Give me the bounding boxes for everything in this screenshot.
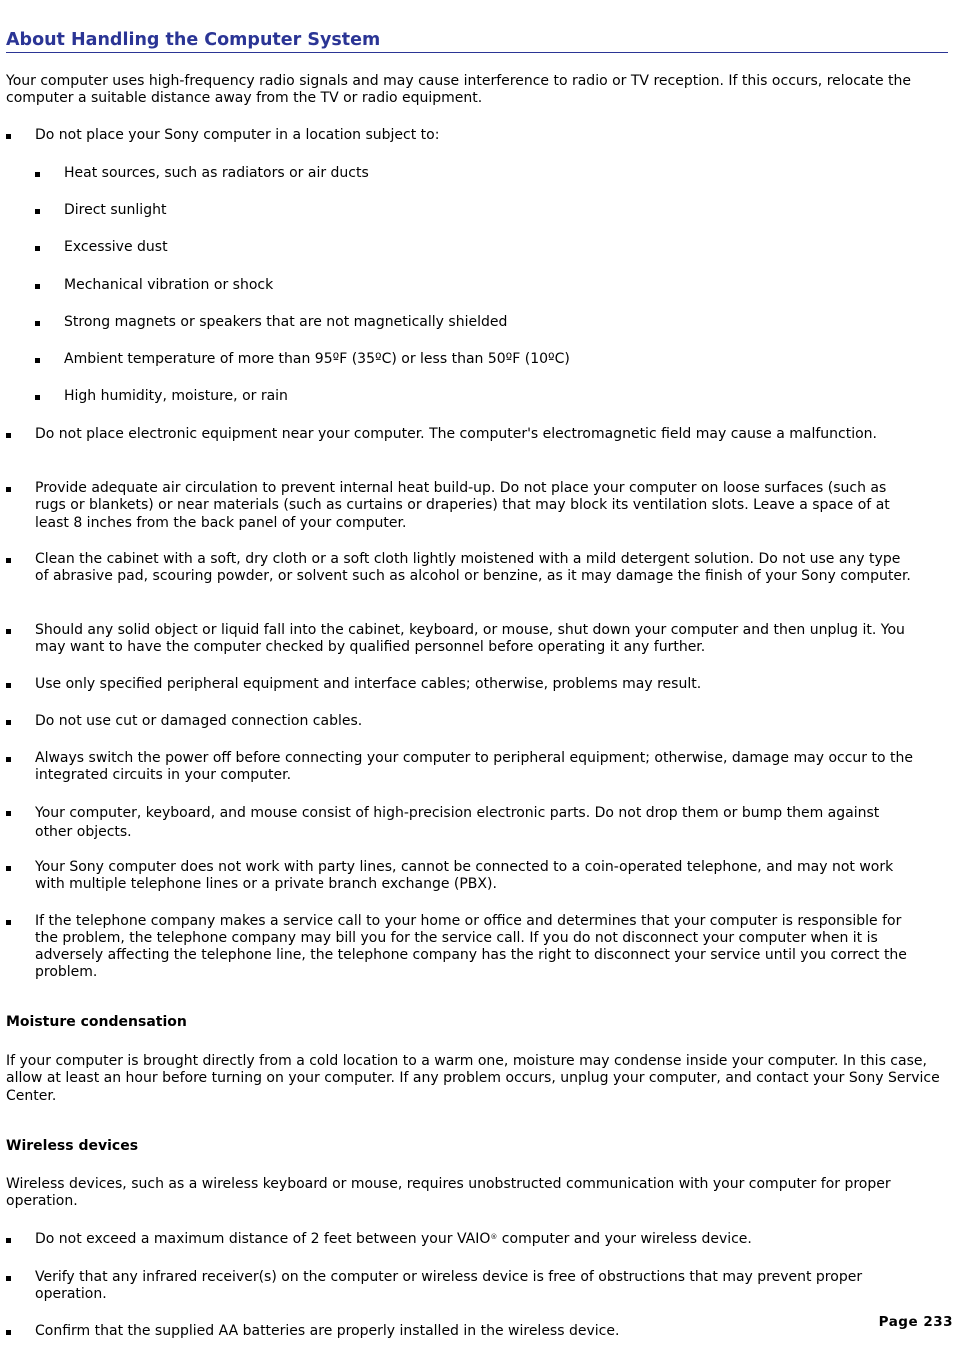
section-heading: Wireless devices	[6, 1138, 139, 1154]
bullet-icon	[35, 172, 40, 177]
list-item: Direct sunlight	[35, 202, 915, 219]
list-item: Heat sources, such as radiators or air ducts	[35, 165, 915, 182]
bullet-icon	[6, 134, 11, 139]
bullet-icon	[6, 720, 11, 725]
bullet-icon	[6, 1276, 11, 1281]
list-item: Do not place electronic equipment near your computer. The computer's electromagnetic field may cause a malfunction.	[6, 426, 916, 443]
bullet-icon	[35, 321, 40, 326]
bullet-icon	[6, 487, 11, 492]
list-item: Strong magnets or speakers that are not magnetically shielded	[35, 314, 915, 331]
bullet-icon	[6, 811, 11, 816]
list-item: Provide adequate air circulation to prevent internal heat build-up. Do not place your computer on loose surfaces (such as rugs or blankets) or near materials (such as curtains or draperies) that may block its ventilation slots. Leave a space of at least 8 inches from the back panel of your computer.	[6, 480, 916, 532]
list-item: Mechanical vibration or shock	[35, 277, 915, 294]
bullet-icon	[6, 1238, 11, 1243]
list-item: Confirm that the supplied AA batteries are properly installed in the wireless device.	[6, 1323, 916, 1340]
bullet-icon	[6, 683, 11, 688]
list-item: Always switch the power off before connecting your computer to peripheral equipment; otherwise, damage may occur to the integrated circuits in your computer.	[6, 750, 916, 785]
list-item: Should any solid object or liquid fall into the cabinet, keyboard, or mouse, shut down your computer and then unplug it. You may want to have the computer checked by qualified personnel before operating it any further.	[6, 622, 916, 657]
list-item: Do not use cut or damaged connection cables.	[6, 713, 916, 730]
section-heading: Moisture condensation	[6, 1014, 187, 1030]
list-item: High humidity, moisture, or rain	[35, 388, 915, 405]
list-item: Use only specified peripheral equipment and interface cables; otherwise, problems may result.	[6, 676, 916, 693]
list-item: Your Sony computer does not work with party lines, cannot be connected to a coin-operated telephone, and may not work with multiple telephone lines or a private branch exchange (PBX).	[6, 859, 916, 894]
list-item: Ambient temperature of more than 95ºF (35ºC) or less than 50ºF (10ºC)	[35, 351, 915, 368]
list-item: Clean the cabinet with a soft, dry cloth or a soft cloth lightly moistened with a mild detergent solution. Do not use any type of abrasive pad, scouring powder, or solvent such as alcohol or benzine, as it may damage the finish of your Sony computer.	[6, 551, 916, 586]
list-item: Do not place your Sony computer in a location subject to:	[6, 127, 916, 144]
bullet-icon	[6, 920, 11, 925]
bullet-icon	[6, 1330, 11, 1335]
bullet-icon	[35, 209, 40, 214]
bullet-icon	[6, 866, 11, 871]
bullet-icon	[6, 629, 11, 634]
moisture-paragraph: If your computer is brought directly from a cold location to a warm one, moisture may condense inside your computer. In this case, allow at least an hour before turning on your computer. If any problem occurs, unplug your computer, and contact your Sony Service Center.	[6, 1053, 940, 1104]
page-number: Page 233	[878, 1314, 953, 1330]
bullet-icon	[6, 757, 11, 762]
wireless-paragraph: Wireless devices, such as a wireless keyboard or mouse, requires unobstructed communication with your computer for proper operation.	[6, 1176, 891, 1210]
list-item: Excessive dust	[35, 239, 915, 256]
bullet-icon	[6, 433, 11, 438]
registered-mark: ®	[490, 1233, 498, 1241]
list-item: Your computer, keyboard, and mouse consist of high-precision electronic parts. Do not drop them or bump them against other objects.	[6, 804, 916, 842]
list-item: Do not exceed a maximum distance of 2 feet between your VAIO® computer and your wireless device.	[6, 1231, 916, 1248]
bullet-icon	[35, 358, 40, 363]
bullet-icon	[6, 558, 11, 563]
intro-paragraph: Your computer uses high-frequency radio signals and may cause interference to radio or TV reception. If this occurs, relocate the computer a suitable distance away from the TV or radio equipment.	[6, 73, 912, 107]
bullet-icon	[35, 284, 40, 289]
bullet-icon	[35, 395, 40, 400]
page-title: About Handling the Computer System	[6, 29, 948, 53]
bullet-icon	[35, 246, 40, 251]
list-item: Verify that any infrared receiver(s) on the computer or wireless device is free of obstructions that may prevent proper operation.	[6, 1269, 916, 1304]
list-item: If the telephone company makes a service call to your home or office and determines that your computer is responsible for the problem, the telephone company may bill you for the service call. If you do not disconnect your computer when it is adversely affecting the telephone line, the telephone company has the right to disconnect your service until you correct the problem.	[6, 913, 916, 981]
